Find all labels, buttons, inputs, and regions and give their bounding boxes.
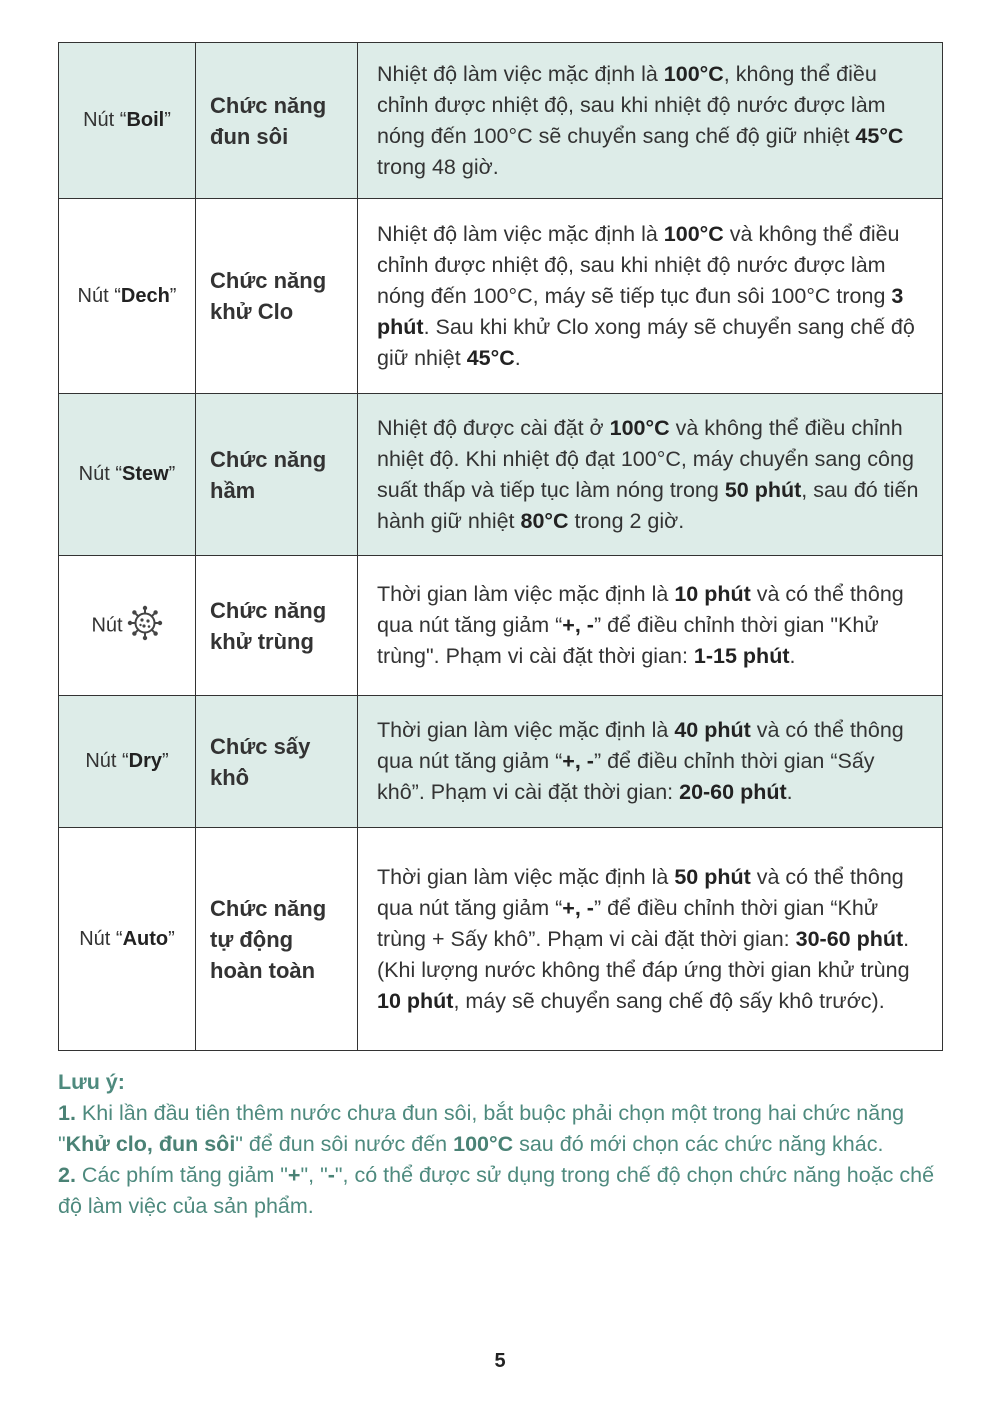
function-name: Chức năng tự động hoàn toàn xyxy=(196,828,358,1051)
button-cell: Nút “Stew” xyxy=(59,394,196,556)
text-run: " để đun sôi nước đến xyxy=(235,1132,454,1156)
emphasis-text: 50 phút xyxy=(724,477,802,502)
emphasis-text: 100°C xyxy=(453,1132,514,1156)
virus-sterilize-icon xyxy=(127,605,163,647)
function-name: Chức năng khử trùng xyxy=(196,556,358,696)
button-name: Dech xyxy=(120,284,170,307)
function-name: Chức sấy khô xyxy=(196,696,358,828)
text-run: ", có thể được sử dụng trong chế độ chọn chức năng hoặc chế độ làm việc của sản phẩm. xyxy=(58,1163,935,1218)
function-description xyxy=(358,696,943,828)
page-number: 5 xyxy=(494,1350,506,1372)
button-cell: Nút “Auto” xyxy=(59,828,196,1051)
emphasis-text: 3 phút xyxy=(377,283,904,339)
text-run: ” để điều chỉnh thời gian "Khử trùng". Phạm vi cài đặt thời gian: xyxy=(377,613,879,668)
function-name: Chức năng hầm xyxy=(196,394,358,556)
emphasis-text: + xyxy=(287,1163,301,1187)
button-name: Auto xyxy=(122,927,169,950)
text-run: , máy sẽ chuyển sang chế độ sấy khô trước). xyxy=(453,988,885,1013)
notes-title: Lưu ý: xyxy=(58,1070,125,1094)
text-run: . xyxy=(786,780,793,804)
text-run: Khi lần đầu tiên thêm nước chưa đun sôi, bắt buộc phải chọn một trong hai chức năng " xyxy=(58,1101,905,1156)
emphasis-text: 45°C xyxy=(855,123,904,148)
text-run: Nhiệt độ làm việc mặc định là xyxy=(377,61,664,86)
emphasis-text: +, - xyxy=(562,613,594,637)
button-cell: Nút “Dry” xyxy=(59,696,196,828)
emphasis-text: 10 phút xyxy=(377,988,454,1013)
emphasis-text: 1-15 phút xyxy=(693,644,790,668)
table-row xyxy=(59,43,943,199)
button-name: Stew xyxy=(121,463,169,485)
text-run: Thời gian làm việc mặc định là xyxy=(377,718,675,742)
emphasis-text: 20-60 phút xyxy=(679,780,787,804)
text-run: Thời gian làm việc mặc định là xyxy=(377,582,675,606)
emphasis-text: 2. xyxy=(58,1163,76,1187)
table-row xyxy=(59,696,943,828)
text-run: , sau đó tiến hành giữ nhiệt xyxy=(377,477,919,533)
text-run: . (Khi lượng nước không thể đáp ứng thời gian khử trùng xyxy=(377,926,910,982)
emphasis-text: 100°C xyxy=(663,61,724,86)
emphasis-text: 80°C xyxy=(520,508,569,533)
text-run: trong 2 giờ. xyxy=(568,508,685,533)
table-row xyxy=(59,394,943,556)
note-item xyxy=(58,1098,948,1160)
notes-section xyxy=(58,1067,948,1222)
table-row xyxy=(59,828,943,1051)
note-item xyxy=(58,1160,948,1222)
function-description xyxy=(358,828,943,1051)
function-description xyxy=(358,556,943,696)
emphasis-text: 50 phút xyxy=(674,864,751,889)
text-run: Nhiệt độ được cài đặt ở xyxy=(377,415,610,440)
text-run: sau đó mới chọn các chức năng khác. xyxy=(513,1132,884,1156)
text-run: Nhiệt độ làm việc mặc định là xyxy=(377,221,664,246)
emphasis-text: 45°C xyxy=(466,345,515,370)
text-run: và có thể thông qua nút tăng giảm “ xyxy=(377,718,904,773)
text-run: và không thể điều chỉnh được nhiệt độ, sau khi nhiệt độ nước được làm nóng đến 100°C, máy sẽ tiếp tục đun sôi 100°C trong xyxy=(377,221,900,308)
emphasis-text: 1. xyxy=(58,1101,76,1125)
text-run: ", " xyxy=(300,1163,328,1187)
function-table xyxy=(58,42,943,1051)
emphasis-text: 100°C xyxy=(663,221,724,246)
text-run: , không thể điều chỉnh được nhiệt độ, sau khi nhiệt độ nước được làm nóng đến 100°C sẽ chuyển sang chế độ giữ nhiệt xyxy=(377,61,886,148)
emphasis-text: 30-60 phút xyxy=(795,926,904,951)
function-name: Chức năng đun sôi xyxy=(196,43,358,199)
emphasis-text: 40 phút xyxy=(674,718,751,742)
emphasis-text: 10 phút xyxy=(674,582,751,606)
text-run: Các phím tăng giảm " xyxy=(75,1163,288,1187)
emphasis-text: - xyxy=(327,1163,335,1187)
button-name: Boil xyxy=(126,109,165,131)
emphasis-text: Khử clo, đun sôi xyxy=(65,1132,236,1156)
text-run: . xyxy=(514,345,521,370)
text-run: trong 48 giờ. xyxy=(377,154,499,179)
function-description xyxy=(358,199,943,394)
text-run: ” để điều chỉnh thời gian “Khử trùng + Sấy khô”. Phạm vi cài đặt thời gian: xyxy=(377,895,879,951)
function-name: Chức năng khử Clo xyxy=(196,199,358,394)
text-run: và không thể điều chỉnh nhiệt độ. Khi nhiệt độ đạt 100°C, máy chuyển sang công suất thấp và tiếp tục làm nóng trong xyxy=(377,415,914,502)
emphasis-text: 100°C xyxy=(609,415,670,440)
button-cell: Nút “Dech” xyxy=(59,199,196,394)
text-run: Thời gian làm việc mặc định là xyxy=(377,864,675,889)
button-cell: Nút “Boil” xyxy=(59,43,196,199)
button-name: Dry xyxy=(128,750,163,772)
emphasis-text: +, - xyxy=(562,895,594,920)
table-row xyxy=(59,199,943,394)
emphasis-text: +, - xyxy=(562,749,594,773)
text-run: và có thể thông qua nút tăng giảm “ xyxy=(377,582,904,637)
table-row xyxy=(59,556,943,696)
text-run: và có thể thông qua nút tăng giảm “ xyxy=(377,864,904,920)
function-description xyxy=(358,394,943,556)
text-run: . xyxy=(789,644,796,668)
text-run: ” để điều chỉnh thời gian “Sấy khô”. Phạm vi cài đặt thời gian: xyxy=(377,749,875,804)
text-run: . Sau khi khử Clo xong máy sẽ chuyển sang chế độ giữ nhiệt xyxy=(377,314,915,370)
button-cell: Nút xyxy=(59,556,196,696)
function-description xyxy=(358,43,943,199)
